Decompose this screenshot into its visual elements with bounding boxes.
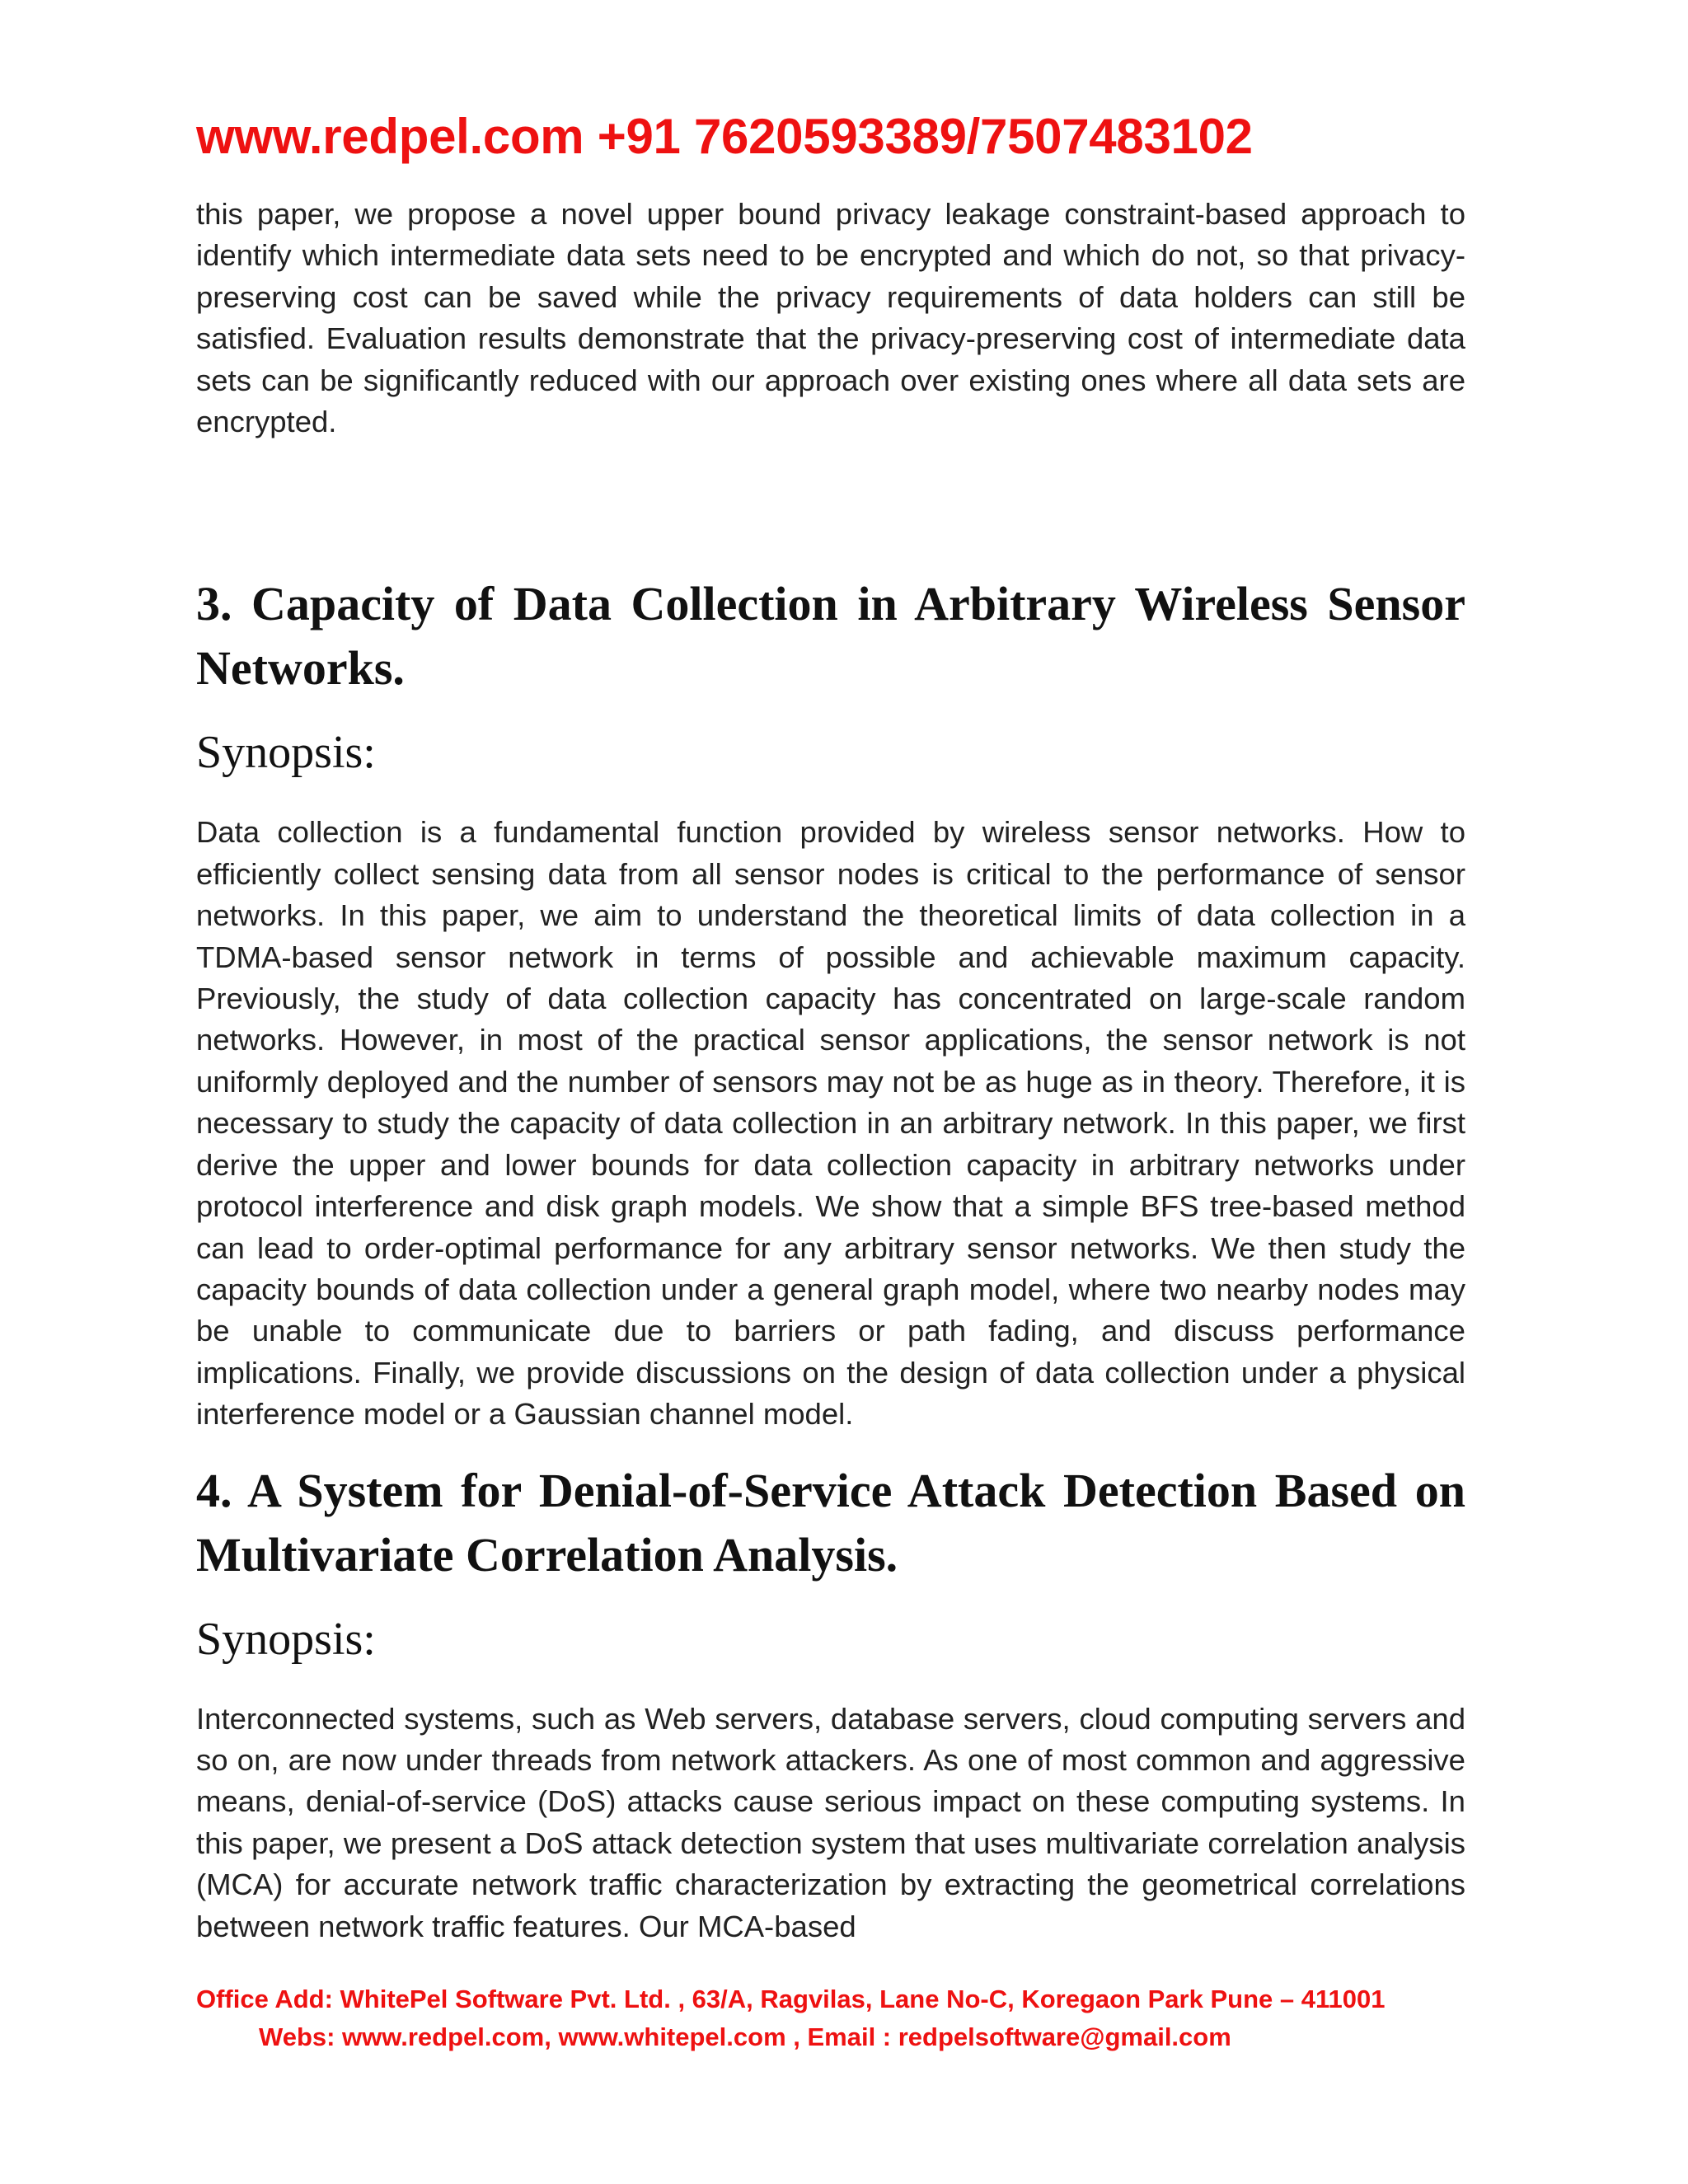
document-body (196, 194, 1465, 1947)
section-3-body: Data collection is a fundamental function provided by wireless sensor networks. How to efficiently collect sensing data from all sensor nodes is critical to the performance of sensor networks. In this paper, we aim to understand the theoretical limits of data collection in a TDMA-based sensor network in terms of possible and achievable maximum capacity. Previously, the study of data collection capacity has concentrated on large-scale random networks. However, in most of the practical sensor applications, the sensor network is not uniformly deployed and the number of sensors may not be as huge as in theory. Therefore, it is necessary to study the capacity of data collection in an arbitrary network. In this paper, we first derive the upper and lower bounds for data collection capacity in arbitrary networks under protocol interference and disk graph models. We show that a simple BFS tree-based method can lead to order-optimal performance for any arbitrary sensor networks. We then study the capacity bounds of data collection under a general graph model, where two nearby nodes may be unable to communicate due to barriers or path fading, and discuss performance implications. Finally, we provide discussions on the design of data collection under a physical interference model or a Gaussian channel model. (196, 815, 1465, 1432)
section-4-body: Interconnected systems, such as Web servers, database servers, cloud computing servers and so on, are now under threads from network attackers. As one of most common and aggressive means, denial-of-service (DoS) attacks cause serious impact on these computing systems. In this paper, we present a DoS attack detection system that uses multivariate correlation analysis (MCA) for accurate network traffic characterization by extracting the geometrical correlations between network traffic features. Our MCA-based (196, 1701, 1465, 1943)
section-3-title: 3. Capacity of Data Collection in Arbitrary Wireless Sensor Networks. (196, 577, 1465, 696)
section-4-title: 4. A System for Denial-of-Service Attack Detection Based on Multivariate Correlation Analysis. (196, 1463, 1465, 1582)
footer-office-address: Office Add: WhitePel Software Pvt. Ltd. , 63/A, Ragvilas, Lane No-C, Koregaon Park Pune – 411001 (196, 1985, 1386, 2013)
intro-paragraph: this paper, we propose a novel upper bound privacy leakage constraint-based approach to identify which intermediate data sets need to be encrypted and which do not, so that privacy-preserving cost can be saved while the privacy requirements of data holders can still be satisfied. Evaluation results demonstrate that the privacy-preserving cost of intermediate data sets can be significantly reduced with our approach over existing ones where all data sets are encrypted. (196, 197, 1465, 439)
section-4-synopsis-label: Synopsis: (196, 1613, 376, 1665)
header-contact: www.redpel.com +91 7620593389/7507483102 (196, 109, 1253, 164)
section-3-synopsis-label: Synopsis: (196, 727, 376, 779)
footer-webs-email: Webs: www.redpel.com, www.whitepel.com , Email : redpelsoftware@gmail.com (259, 2022, 1231, 2051)
